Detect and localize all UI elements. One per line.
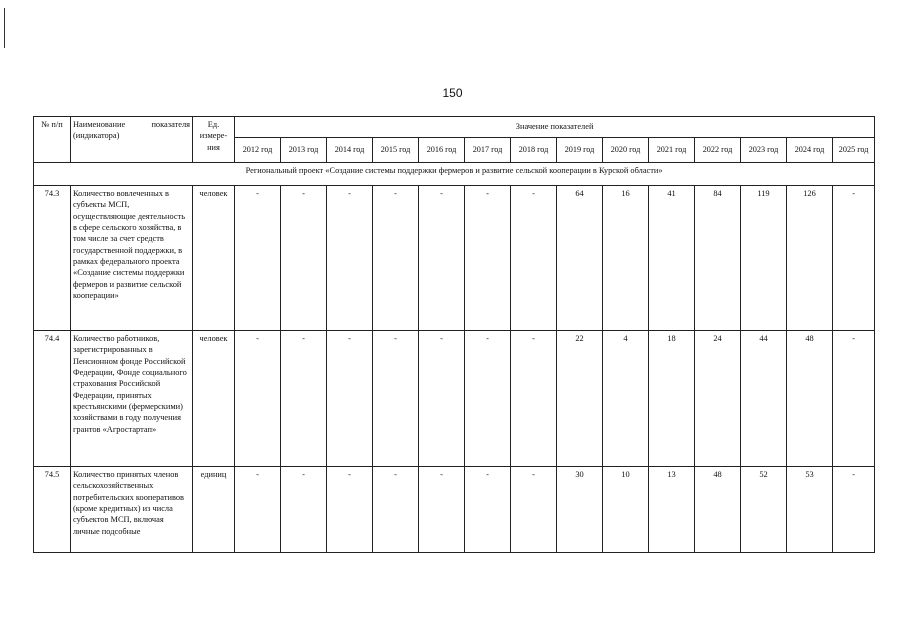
row-value: - bbox=[327, 186, 373, 331]
row-num: 74.4 bbox=[34, 331, 71, 467]
row-value: 18 bbox=[649, 331, 695, 467]
row-value: 119 bbox=[741, 186, 787, 331]
row-value: - bbox=[465, 467, 511, 553]
row-value: 48 bbox=[787, 331, 833, 467]
row-value: 44 bbox=[741, 331, 787, 467]
row-value: - bbox=[465, 186, 511, 331]
header-year: 2024 год bbox=[787, 138, 833, 163]
table-row bbox=[34, 331, 875, 467]
header-name: Наименование показателя (индикатора) bbox=[71, 117, 193, 163]
header-values: Значение показателей bbox=[235, 117, 875, 138]
header-year: 2023 год bbox=[741, 138, 787, 163]
row-value: - bbox=[419, 467, 465, 553]
row-value: - bbox=[327, 467, 373, 553]
row-num: 74.3 bbox=[34, 186, 71, 331]
project-row bbox=[34, 163, 875, 186]
header-year: 2018 год bbox=[511, 138, 557, 163]
row-value: - bbox=[235, 467, 281, 553]
header-year: 2020 год bbox=[603, 138, 649, 163]
row-value: - bbox=[511, 186, 557, 331]
row-value: - bbox=[281, 186, 327, 331]
row-value: 10 bbox=[603, 467, 649, 553]
row-value: 13 bbox=[649, 467, 695, 553]
row-value: - bbox=[833, 467, 875, 553]
row-value: 16 bbox=[603, 186, 649, 331]
row-value: 41 bbox=[649, 186, 695, 331]
header-year: 2025 год bbox=[833, 138, 875, 163]
row-unit: человек bbox=[193, 186, 235, 331]
row-value: 48 bbox=[695, 467, 741, 553]
header-year: 2013 год bbox=[281, 138, 327, 163]
row-value: - bbox=[373, 186, 419, 331]
header-year: 2022 год bbox=[695, 138, 741, 163]
project-title: Региональный проект «Создание системы поддержки фермеров и развитие сельской кооперации в Курской области» bbox=[34, 163, 875, 186]
header-year: 2019 год bbox=[557, 138, 603, 163]
row-value: 64 bbox=[557, 186, 603, 331]
header-unit: Ед. измере-ния bbox=[193, 117, 235, 163]
row-name: Количество вовлеченных в субъекты МСП, осуществляющие деятельность в сфере сельского хозяйства, в том числе за счет средств государственной поддержки, в рамках федерального проекта «Создание системы поддержки фермеров и развитие сельской кооперации» bbox=[71, 186, 193, 331]
header-year: 2021 год bbox=[649, 138, 695, 163]
table-row bbox=[34, 467, 875, 553]
row-value: 30 bbox=[557, 467, 603, 553]
indicators-table bbox=[33, 116, 875, 553]
header-num: № п/п bbox=[34, 117, 71, 163]
row-value: - bbox=[235, 331, 281, 467]
row-value: 53 bbox=[787, 467, 833, 553]
row-value: - bbox=[833, 331, 875, 467]
page-number: 150 bbox=[442, 86, 463, 100]
row-value: 24 bbox=[695, 331, 741, 467]
header-year: 2017 год bbox=[465, 138, 511, 163]
row-value: 52 bbox=[741, 467, 787, 553]
row-value: - bbox=[511, 467, 557, 553]
row-value: - bbox=[465, 331, 511, 467]
row-value: - bbox=[281, 331, 327, 467]
row-value: 4 bbox=[603, 331, 649, 467]
row-unit: единиц bbox=[193, 467, 235, 553]
row-unit: человек bbox=[193, 331, 235, 467]
row-value: - bbox=[373, 331, 419, 467]
row-value: - bbox=[235, 186, 281, 331]
row-value: - bbox=[511, 331, 557, 467]
margin-mark bbox=[4, 8, 5, 48]
row-value: 84 bbox=[695, 186, 741, 331]
table-row bbox=[34, 186, 875, 331]
row-name: Количество работников, зарегистрированных в Пенсионном фонде Российской Федерации, Фонде социального страхования Российской Федерации, принятых крестьянскими (фермерскими) хозяйствами в году получения грантов «Агростартап» bbox=[71, 331, 193, 467]
row-value: 126 bbox=[787, 186, 833, 331]
row-value: 22 bbox=[557, 331, 603, 467]
row-value: - bbox=[327, 331, 373, 467]
row-value: - bbox=[419, 331, 465, 467]
row-name: Количество принятых членов сельскохозяйственных потребительских кооперативов (кроме кредитных) из числа субъектов МСП, включая личные подсобные bbox=[71, 467, 193, 553]
header-year: 2014 год bbox=[327, 138, 373, 163]
header-year: 2012 год bbox=[235, 138, 281, 163]
header-row bbox=[34, 117, 875, 138]
header-year: 2015 год bbox=[373, 138, 419, 163]
row-value: - bbox=[373, 467, 419, 553]
row-value: - bbox=[281, 467, 327, 553]
row-num: 74.5 bbox=[34, 467, 71, 553]
row-value: - bbox=[833, 186, 875, 331]
row-value: - bbox=[419, 186, 465, 331]
header-year: 2016 год bbox=[419, 138, 465, 163]
